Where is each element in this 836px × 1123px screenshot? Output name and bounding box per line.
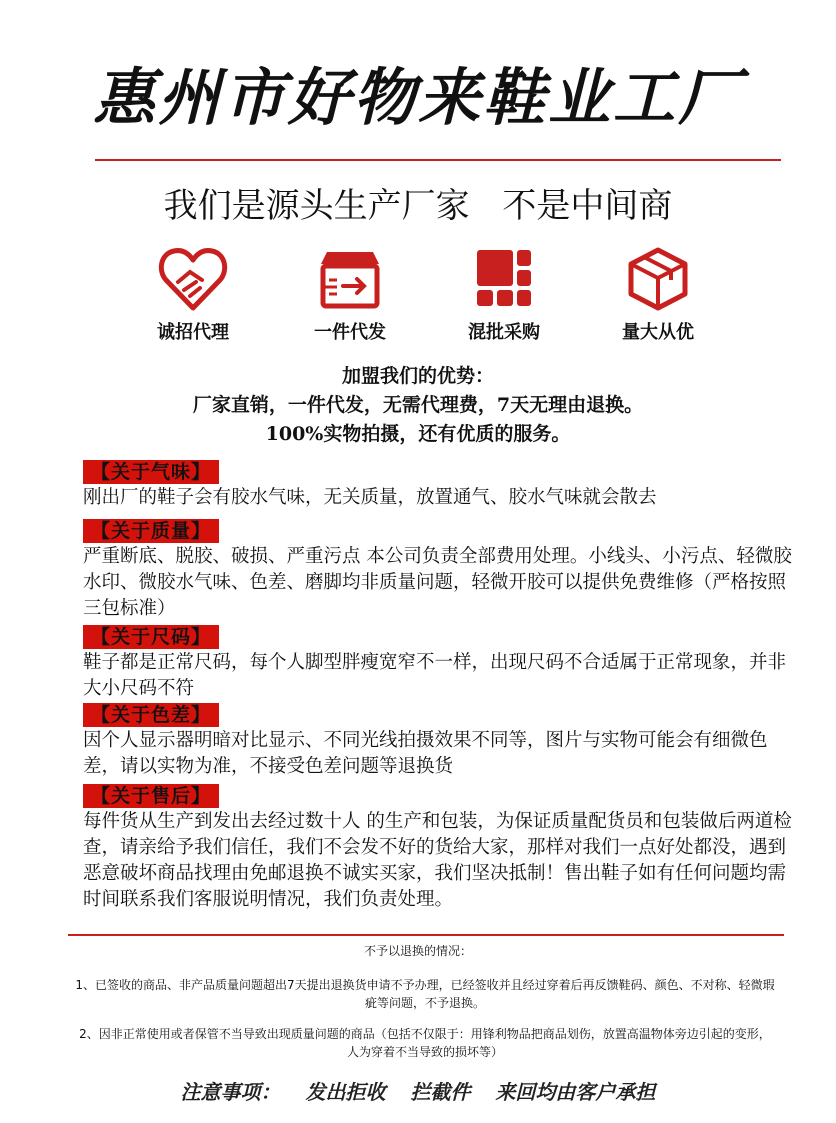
notes-title: 不予以退换的情况： — [363, 944, 472, 958]
advantage-title: 加盟我们的优势： — [341, 365, 494, 387]
section-smell — [83, 460, 803, 511]
bottom-divider — [68, 934, 784, 936]
feature-label: 诚招代理 — [157, 322, 229, 343]
feature-bulk-discount — [583, 246, 733, 344]
section-after-sales — [83, 784, 803, 913]
section-quality — [83, 519, 803, 622]
section-tag: 【关于尺码】 — [83, 625, 219, 649]
feature-label: 量大从优 — [622, 322, 694, 343]
section-tag: 【关于色差】 — [83, 703, 219, 727]
note-item: 2、因非正常使用或者保管不当导致出现质量问题的商品（包括不仅限于：用锋利物品把商品划伤，放置高温物体旁边引起的变形，人为穿着不当导致的损坏等） — [79, 1027, 771, 1059]
section-text: 每件货从生产到发出去经过数十人 的生产和包装，为保证质量配货员和包装做后两道检查，请亲给予我们信任，我们不会发不好的货给大家，那样对我们一点好处都没，遇到恶意破坏商品找理由免邮退换不诚实买家，我们坚决抵制！售出鞋子如有任何问题均需时间联系我们客服说明情况，我们负责处理。 — [83, 811, 792, 910]
feature-label: 一件代发 — [314, 322, 386, 343]
delivery-box-icon — [315, 246, 385, 312]
note-item: 1、已签收的商品、非产品质量问题超出7天提出退换货申请不予办理，已经签收并且经过穿着后再反馈鞋码、颜色、不对称、轻微瑕疵等问题，不予退换。 — [75, 978, 775, 1010]
grid-blocks-icon — [469, 246, 539, 312]
page-title: 惠州市好物来鞋业工厂 — [92, 61, 743, 134]
section-tag: 【关于气味】 — [83, 460, 219, 484]
top-divider — [95, 159, 781, 161]
slogan: 我们是源头生产厂家 不是中间商 — [163, 186, 673, 226]
footer-notice: 注意事项： 发出拒收 拦截件 来回均由客户承担 — [180, 1080, 656, 1104]
section-text: 鞋子都是正常尺码，每个人脚型胖瘦宽窄不一样，出现尺码不合适属于正常现象，并非大小尺码不符 — [83, 652, 787, 699]
feature-agent — [118, 246, 268, 344]
section-tag: 【关于质量】 — [83, 519, 219, 543]
section-text: 严重断底、脱胶、破损、严重污点 本公司负责全部费用处理。小线头、小污点、轻微胶水印、微胶水气味、色差、磨脚均非质量问题，轻微开胶可以提供免费维修（严格按照三包标准） — [83, 546, 792, 619]
package-icon — [623, 246, 693, 312]
section-text: 因个人显示器明暗对比显示、不同光线拍摄效果不同等，图片与实物可能会有细微色差，请以实物为准，不接受色差问题等退换货 — [83, 730, 768, 777]
section-size — [83, 625, 803, 702]
section-tag: 【关于售后】 — [83, 784, 219, 808]
advantage-block — [0, 362, 836, 449]
feature-mixed-batch — [429, 246, 579, 344]
handshake-icon — [158, 246, 228, 312]
advantage-line: 厂家直销，一件代发，无需代理费，7天无理由退换。 — [192, 394, 644, 416]
feature-dropship — [275, 246, 425, 344]
feature-label: 混批采购 — [468, 322, 540, 343]
section-text: 刚出厂的鞋子会有胶水气味，无关质量，放置通气、胶水气味就会散去 — [83, 487, 657, 508]
section-color — [83, 703, 803, 780]
advantage-line: 100%实物拍摄，还有优质的服务。 — [265, 423, 571, 445]
